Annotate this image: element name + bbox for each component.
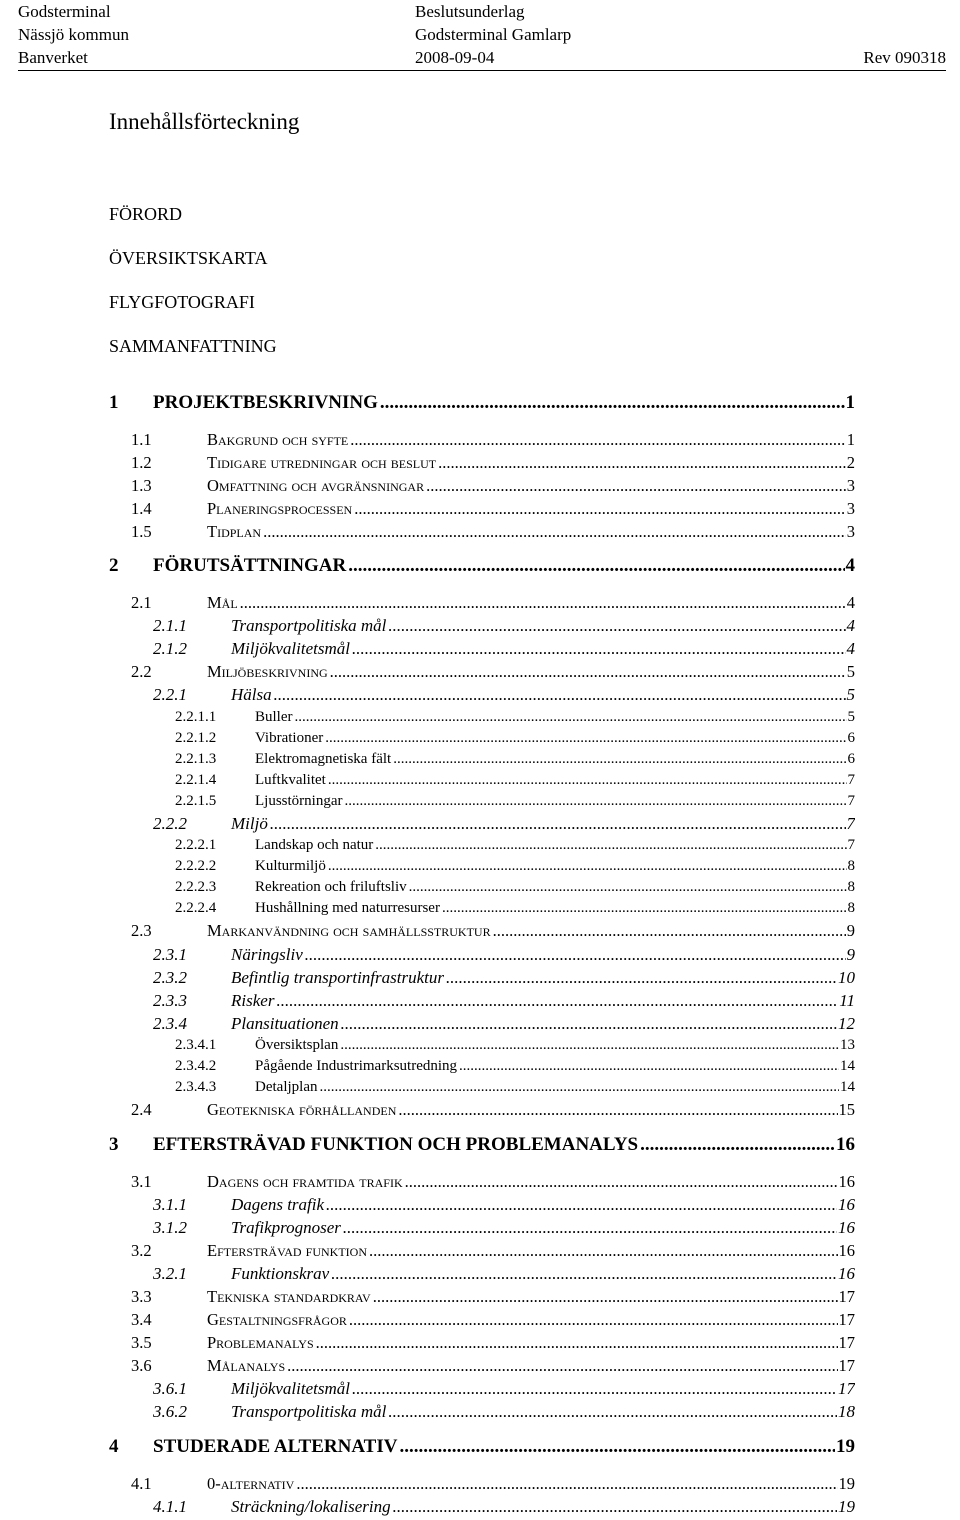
toc-entry-level-2[interactable] — [0, 497, 855, 520]
toc-entry-level-2[interactable] — [0, 451, 855, 474]
toc-entry-title: Pågående Industrimarksutredning — [255, 1058, 458, 1074]
toc-entry-page-number: 7 — [847, 837, 855, 853]
toc-entry-page-number: 19 — [838, 1474, 855, 1493]
header-municipality: Nässjö kommun — [18, 25, 129, 44]
toc-dot-leader — [343, 1216, 837, 1239]
toc-entry-title: Dagens trafik — [231, 1195, 325, 1214]
toc-dot-leader — [330, 660, 846, 683]
toc-entry-level-2[interactable] — [0, 1308, 855, 1331]
toc-dot-leader — [331, 1262, 837, 1285]
toc-entry-level-3[interactable] — [0, 637, 855, 660]
toc-entry-number: 1.3 — [131, 476, 152, 495]
toc-entry-page-number: 16 — [838, 1241, 855, 1260]
toc-dot-leader — [438, 451, 846, 474]
toc-entry-level-4[interactable] — [0, 1077, 855, 1098]
toc-entry-number: 2.3.4.1 — [175, 1037, 217, 1053]
toc-entry-title: Översiktsplan — [255, 1037, 339, 1053]
toc-entry-level-3[interactable] — [0, 614, 855, 637]
toc-entry-page-number: 14 — [840, 1058, 855, 1074]
toc-dot-leader — [316, 1331, 838, 1354]
toc-entry-title: Hälsa — [231, 685, 272, 704]
toc-entry-level-3[interactable] — [0, 1262, 855, 1285]
toc-entry-title: Miljökvalitetsmål — [231, 1379, 350, 1398]
toc-dot-leader — [409, 877, 847, 898]
toc-entry-title: Tidigare utredningar och beslut — [207, 453, 437, 472]
toc-entry-title: Risker — [231, 991, 275, 1010]
toc-entry-level-2[interactable] — [0, 428, 855, 451]
toc-dot-leader — [349, 1308, 838, 1331]
toc-entry-title: Näringsliv — [231, 945, 303, 964]
toc-dot-leader — [287, 1354, 837, 1377]
toc-dot-leader — [274, 683, 846, 706]
toc-entry-level-3[interactable] — [0, 683, 855, 706]
toc-dot-leader — [493, 919, 846, 942]
toc-entry-page-number: 15 — [838, 1100, 855, 1119]
toc-entry-page-number: 18 — [838, 1402, 855, 1421]
toc-entry-number: 2.3 — [131, 921, 152, 940]
toc-dot-leader — [388, 614, 845, 637]
toc-entry-title: Kulturmiljö — [255, 858, 326, 874]
toc-entry-level-4[interactable] — [0, 1035, 855, 1056]
toc-entry-level-4[interactable] — [0, 791, 855, 812]
toc-entry-title: Miljöbeskrivning — [207, 662, 328, 681]
toc-dot-leader — [240, 591, 846, 614]
toc-entry-page-number: 4 — [846, 593, 855, 612]
toc-entry-number: 4 — [109, 1436, 119, 1457]
toc-entry-level-1[interactable] — [0, 553, 855, 579]
toc-dot-leader — [380, 390, 845, 416]
toc-entry-level-3[interactable] — [0, 989, 855, 1012]
toc-entry-page-number: 16 — [838, 1195, 855, 1214]
toc-entry-level-2[interactable] — [0, 1285, 855, 1308]
toc-dot-leader — [393, 1495, 837, 1518]
toc-entry-title: Transportpolitiska mål — [231, 616, 387, 635]
toc-entry-number: 3.6 — [131, 1356, 152, 1375]
toc-entry-level-3[interactable] — [0, 1495, 855, 1518]
toc-entry-title: Transportpolitiska mål — [231, 1402, 387, 1421]
toc-entry-level-4[interactable] — [0, 856, 855, 877]
toc-entry-page-number: 8 — [847, 900, 855, 916]
toc-entry-title: 0-alternativ — [207, 1474, 295, 1493]
toc-dot-leader — [369, 1239, 838, 1262]
toc-entry-title: Gestaltningsfrågor — [207, 1310, 347, 1329]
toc-entry-title: Geotekniska förhållanden — [207, 1100, 397, 1119]
toc-entry-page-number: 4 — [846, 639, 855, 658]
toc-entry-page-number: 16 — [838, 1218, 855, 1237]
toc-dot-leader — [270, 812, 846, 835]
toc-dot-leader — [373, 1285, 838, 1308]
toc-entry-title: Landskap och natur — [255, 837, 374, 853]
toc-entry-number: 1.4 — [131, 499, 152, 518]
front-matter-item[interactable]: ÖVERSIKTSKARTA — [109, 248, 268, 268]
toc-entry-number: 2.2.1.4 — [175, 772, 217, 788]
toc-entry-level-4[interactable] — [0, 770, 855, 791]
toc-entry-page-number: 17 — [838, 1287, 855, 1306]
toc-entry-page-number: 7 — [846, 814, 855, 833]
toc-entry-page-number: 17 — [838, 1333, 855, 1352]
toc-entry-number: 3.1 — [131, 1172, 152, 1191]
toc-entry-title: PROJEKTBESKRIVNING — [153, 392, 378, 413]
toc-entry-page-number: 7 — [847, 793, 855, 809]
toc-dot-leader — [319, 1077, 839, 1098]
toc-entry-page-number: 3 — [846, 476, 855, 495]
toc-entry-level-4[interactable] — [0, 877, 855, 898]
toc-entry-title: Mål — [207, 593, 238, 612]
toc-dot-leader — [345, 791, 847, 812]
toc-entry-number: 3.5 — [131, 1333, 152, 1352]
toc-dot-leader — [388, 1400, 837, 1423]
toc-entry-number: 2.2.2.1 — [175, 837, 217, 853]
toc-dot-leader — [426, 474, 846, 497]
toc-entry-number: 1.2 — [131, 453, 152, 472]
toc-entry-level-3[interactable] — [0, 1377, 855, 1400]
toc-entry-number: 3.6.2 — [153, 1402, 187, 1421]
toc-dot-leader — [340, 1035, 839, 1056]
toc-dot-leader — [348, 553, 844, 579]
toc-entry-number: 3.6.1 — [153, 1379, 187, 1398]
toc-dot-leader — [263, 520, 846, 543]
toc-entry-level-2[interactable] — [0, 520, 855, 543]
toc-dot-leader — [350, 428, 845, 451]
toc-dot-leader — [328, 856, 847, 877]
toc-entry-title: Detaljplan — [255, 1079, 318, 1095]
toc-entry-level-3[interactable] — [0, 1400, 855, 1423]
front-matter-item[interactable]: FLYGFOTOGRAFI — [109, 292, 255, 312]
toc-dot-leader — [276, 989, 838, 1012]
toc-entry-page-number: 3 — [846, 522, 855, 541]
toc-dot-leader — [325, 728, 846, 749]
toc-entry-level-4[interactable] — [0, 707, 855, 728]
toc-entry-page-number: 9 — [846, 945, 855, 964]
toc-entry-title: Målanalys — [207, 1356, 286, 1375]
toc-entry-number: 2.2.1.3 — [175, 751, 217, 767]
page-header — [18, 0, 946, 71]
toc-entry-page-number: 16 — [838, 1172, 855, 1191]
toc-entry-page-number: 17 — [838, 1356, 855, 1375]
toc-entry-level-2[interactable] — [0, 1354, 855, 1377]
header-project: Godsterminal — [18, 2, 111, 21]
toc-entry-page-number: 5 — [846, 685, 855, 704]
toc-entry-level-2[interactable] — [0, 1170, 855, 1193]
toc-entry-page-number: 16 — [838, 1264, 855, 1283]
toc-entry-number: 2 — [109, 555, 119, 576]
toc-entry-title: Elektromagnetiska fält — [255, 751, 392, 767]
toc-entry-number: 3.2.1 — [153, 1264, 187, 1283]
toc-entry-number: 1 — [109, 392, 119, 413]
toc-entry-title: Trafikprognoser — [231, 1218, 341, 1237]
toc-entry-level-2[interactable] — [0, 591, 855, 614]
toc-entry-level-4[interactable] — [0, 749, 855, 770]
toc-entry-number: 2.3.3 — [153, 991, 187, 1010]
toc-entry-level-4[interactable] — [0, 1056, 855, 1077]
toc-entry-page-number: 19 — [836, 1436, 855, 1457]
toc-entry-number: 3.1.1 — [153, 1195, 187, 1214]
toc-entry-number: 2.2.2.2 — [175, 858, 217, 874]
toc-entry-level-2[interactable] — [0, 1331, 855, 1354]
toc-entry-title: Vibrationer — [255, 730, 324, 746]
toc-entry-page-number: 17 — [838, 1379, 855, 1398]
toc-entry-title: Funktionskrav — [231, 1264, 330, 1283]
toc-entry-title: Plansituationen — [231, 1014, 339, 1033]
toc-dot-leader — [328, 770, 847, 791]
toc-dot-leader — [354, 497, 846, 520]
toc-entry-title: Rekreation och friluftsliv — [255, 879, 407, 895]
toc-entry-title: Eftersträvad funktion — [207, 1241, 367, 1260]
header-organization: Banverket — [18, 48, 88, 67]
toc-entry-number: 3.1.2 — [153, 1218, 187, 1237]
toc-entry-title: Omfattning och avgränsningar — [207, 476, 425, 495]
toc-entry-page-number: 6 — [847, 730, 855, 746]
toc-entry-page-number: 1 — [846, 430, 855, 449]
toc-entry-number: 2.4 — [131, 1100, 152, 1119]
toc-entry-level-2[interactable] — [0, 1472, 855, 1495]
toc-entry-page-number: 11 — [839, 991, 855, 1010]
toc-entry-level-3[interactable] — [0, 1193, 855, 1216]
toc-entry-level-3[interactable] — [0, 943, 855, 966]
toc-entry-page-number: 5 — [847, 709, 855, 725]
toc-entry-number: 4.1.1 — [153, 1497, 187, 1516]
toc-entry-page-number: 19 — [838, 1497, 855, 1516]
toc-entry-number: 2.3.1 — [153, 945, 187, 964]
header-doc-title: Godsterminal Gamlarp — [415, 25, 572, 44]
toc-entry-page-number: 8 — [847, 879, 855, 895]
toc-entry-title: Luftkvalitet — [255, 772, 326, 788]
toc-entry-number: 3 — [109, 1134, 119, 1155]
toc-entry-number: 2.3.4.2 — [175, 1058, 217, 1074]
toc-entry-level-2[interactable] — [0, 1239, 855, 1262]
toc-entry-number: 2.2.1.2 — [175, 730, 217, 746]
toc-entry-page-number: 5 — [846, 662, 855, 681]
toc-entry-title: Markanvändning och samhällsstruktur — [207, 921, 491, 940]
toc-entry-level-3[interactable] — [0, 1216, 855, 1239]
toc-dot-leader — [341, 1012, 837, 1035]
toc-entry-page-number: 3 — [846, 499, 855, 518]
toc-entry-page-number: 9 — [846, 921, 855, 940]
toc-dot-leader — [405, 1170, 838, 1193]
toc-entry-title: Miljökvalitetsmål — [231, 639, 350, 658]
front-matter-item[interactable]: FÖRORD — [109, 204, 183, 224]
toc-entry-number: 2.1 — [131, 593, 152, 612]
toc-entry-title: Buller — [255, 709, 293, 725]
toc-dot-leader — [296, 1472, 837, 1495]
toc-dot-leader — [305, 943, 846, 966]
toc-entry-title: Miljö — [231, 814, 268, 833]
toc-entry-level-2[interactable] — [0, 660, 855, 683]
toc-entry-number: 2.2 — [131, 662, 152, 681]
toc-entry-page-number: 14 — [840, 1079, 855, 1095]
toc-entry-title: Sträckning/lokalisering — [231, 1497, 391, 1516]
toc-entry-page-number: 2 — [846, 453, 855, 472]
toc-entry-title: EFTERSTRÄVAD FUNKTION OCH PROBLEMANALYS — [153, 1134, 639, 1155]
toc-dot-leader — [640, 1132, 835, 1158]
toc-entry-level-2[interactable] — [0, 474, 855, 497]
toc-entry-title: Dagens och framtida trafik — [207, 1172, 403, 1191]
toc-entry-page-number: 4 — [845, 555, 855, 576]
toc-entry-level-1[interactable] — [0, 390, 855, 416]
toc-entry-number: 2.3.4.3 — [175, 1079, 217, 1095]
toc-dot-leader — [446, 966, 837, 989]
header-row — [18, 46, 946, 70]
header-revision: Rev 090318 — [863, 48, 946, 67]
toc-entry-level-1[interactable] — [0, 1132, 855, 1158]
toc-dot-leader — [352, 1377, 837, 1400]
toc-entry-page-number: 7 — [847, 772, 855, 788]
toc-entry-level-4[interactable] — [0, 898, 855, 919]
toc-entry-level-2[interactable] — [0, 919, 855, 942]
toc-dot-leader — [375, 835, 846, 856]
toc-entry-title: FÖRUTSÄTTNINGAR — [153, 555, 347, 576]
toc-entry-number: 2.1.2 — [153, 639, 187, 658]
toc-dot-leader — [442, 898, 847, 919]
toc-entry-number: 1.5 — [131, 522, 152, 541]
toc-entry-number: 4.1 — [131, 1474, 152, 1493]
header-row — [18, 0, 946, 24]
toc-entry-number: 2.2.2 — [153, 814, 187, 833]
toc-entry-page-number: 8 — [847, 858, 855, 874]
toc-entry-page-number: 17 — [838, 1310, 855, 1329]
toc-entry-page-number: 10 — [838, 968, 855, 987]
toc-entry-title: Bakgrund och syfte — [207, 430, 349, 449]
toc-entry-level-3[interactable] — [0, 812, 855, 835]
toc-entry-title: Planeringsprocessen — [207, 499, 353, 518]
toc-entry-page-number: 16 — [836, 1134, 855, 1155]
toc-entry-number: 2.2.2.3 — [175, 879, 217, 895]
toc-entry-number: 2.1.1 — [153, 616, 187, 635]
header-doc-type: Beslutsunderlag — [415, 2, 525, 21]
toc-entry-title: Befintlig transportinfrastruktur — [231, 968, 444, 987]
toc-entry-level-1[interactable] — [0, 1434, 855, 1460]
toc-entry-level-3[interactable] — [0, 1012, 855, 1035]
toc-entry-page-number: 12 — [838, 1014, 855, 1033]
toc-entry-title: Ljusstörningar — [255, 793, 343, 809]
toc-entry-title: Tekniska standardkrav — [207, 1287, 371, 1306]
front-matter-item[interactable]: SAMMANFATTNING — [109, 336, 277, 356]
toc-dot-leader — [398, 1098, 837, 1121]
toc-entry-title: Hushållning med naturresurser — [255, 900, 440, 916]
toc-entry-page-number: 6 — [847, 751, 855, 767]
toc-entry-number: 3.4 — [131, 1310, 152, 1329]
toc-entry-number: 3.3 — [131, 1287, 152, 1306]
toc-entry-title: STUDERADE ALTERNATIV — [153, 1436, 398, 1457]
toc-entry-page-number: 1 — [845, 392, 855, 413]
toc-entry-level-2[interactable] — [0, 1098, 855, 1121]
toc-entry-level-4[interactable] — [0, 728, 855, 749]
toc-dot-leader — [295, 707, 847, 728]
toc-dot-leader — [393, 749, 846, 770]
toc-entry-number: 1.1 — [131, 430, 152, 449]
toc-entry-title: Tidplan — [207, 522, 262, 541]
toc-dot-leader — [326, 1193, 837, 1216]
header-date: 2008-09-04 — [415, 48, 495, 67]
toc-entry-page-number: 13 — [840, 1037, 855, 1053]
toc-entry-number: 2.2.1.1 — [175, 709, 217, 725]
header-row — [18, 23, 946, 47]
toc-entry-level-3[interactable] — [0, 966, 855, 989]
toc-entry-page-number: 4 — [846, 616, 855, 635]
toc-entry-level-4[interactable] — [0, 835, 855, 856]
toc-entry-number: 2.3.4 — [153, 1014, 187, 1033]
toc-dot-leader — [352, 637, 846, 660]
toc-dot-leader — [459, 1056, 839, 1077]
toc-entry-number: 2.2.1 — [153, 685, 187, 704]
toc-entry-number: 2.2.2.4 — [175, 900, 217, 916]
toc-entry-number: 2.3.2 — [153, 968, 187, 987]
toc-entry-title: Problemanalys — [207, 1333, 314, 1352]
toc-heading: Innehållsförteckning — [109, 109, 300, 134]
toc-entry-number: 2.2.1.5 — [175, 793, 217, 809]
toc-dot-leader — [399, 1434, 835, 1460]
toc-entry-number: 3.2 — [131, 1241, 152, 1260]
